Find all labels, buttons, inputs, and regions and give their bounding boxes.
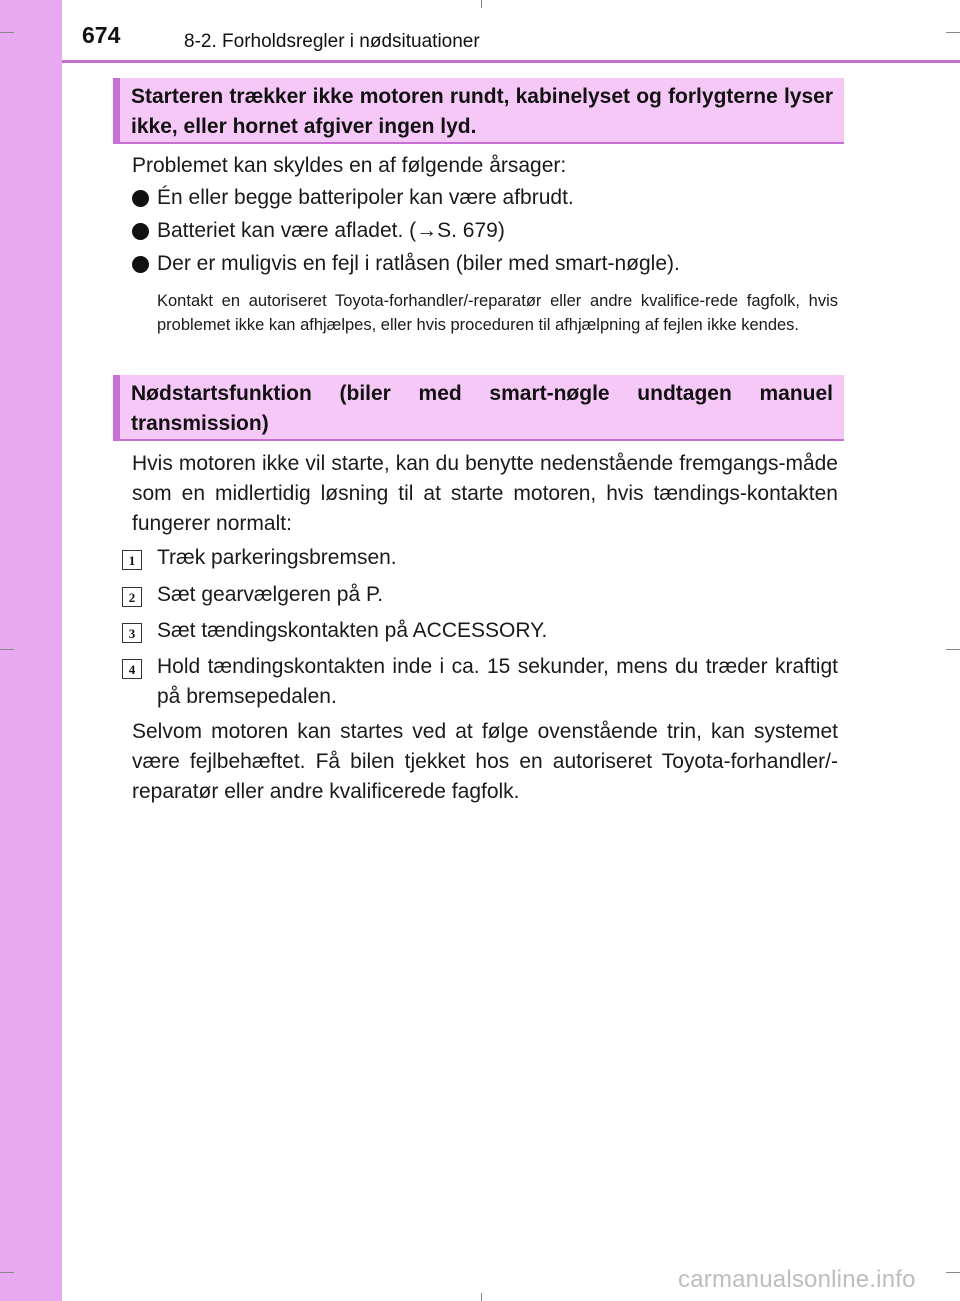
step-item — [122, 543, 838, 573]
crop-mark — [481, 1293, 482, 1301]
step-item — [122, 652, 838, 712]
step-item — [122, 616, 838, 646]
header-rule — [62, 60, 960, 63]
step-number-badge: 2 — [122, 587, 142, 607]
closing-paragraph: Selvom motoren kan startes ved at følge ovenstående trin, kan systemet være fejlbehæftet. Få bilen tjekket hos en autoriseret Toyota-forhandler/-reparatør eller andre kvalificerede fagfolk. — [132, 720, 838, 803]
step-text: Træk parkeringsbremsen. — [157, 546, 397, 569]
section-heading — [113, 375, 844, 441]
bullet-icon — [132, 256, 149, 273]
step-text: Sæt gearvælgeren på P. — [157, 583, 384, 606]
crop-mark — [946, 1272, 960, 1273]
heading-text: Nødstartsfunktion (biler med smart-nøgle undtagen manuel transmission) — [131, 382, 833, 435]
bullet-item — [132, 216, 842, 246]
intro-paragraph: Hvis motoren ikke vil starte, kan du benytte nedenstående fremgangs-måde som en midlertidig løsning til at starte motoren, hvis tændings-kontakten fungerer normalt: — [132, 452, 838, 535]
crop-mark — [0, 649, 14, 650]
crop-mark — [481, 0, 482, 8]
step-number-badge: 4 — [122, 659, 142, 679]
watermark: carmanualsonline.info — [678, 1266, 916, 1293]
intro-paragraph: Problemet kan skyldes en af følgende årsager: — [132, 154, 567, 177]
step-item — [122, 580, 838, 610]
bullet-item — [132, 249, 842, 279]
bullet-icon — [132, 223, 149, 240]
bullet-icon — [132, 190, 149, 207]
heading-text: Starteren trækker ikke motoren rundt, kabinelyset og forlygterne lyser ikke, eller hornet afgiver ingen lyd. — [131, 85, 833, 138]
bullet-text: Én eller begge batteripoler kan være afbrudt. — [157, 186, 574, 209]
step-text: Hold tændingskontakten inde i ca. 15 sekunder, mens du træder kraftigt på bremsepedalen. — [157, 655, 838, 708]
left-margin-band — [0, 0, 62, 1301]
step-number-badge: 3 — [122, 623, 142, 643]
crop-mark — [0, 32, 14, 33]
bullet-item — [132, 183, 842, 213]
step-number-badge: 1 — [122, 550, 142, 570]
bullet-text: Batteriet kan være afladet. (→S. 679) — [157, 219, 505, 242]
step-text: Sæt tændingskontakten på ACCESSORY. — [157, 619, 548, 642]
crop-mark — [946, 649, 960, 650]
crop-mark — [946, 32, 960, 33]
section-heading — [113, 78, 844, 144]
page-number: 674 — [82, 22, 121, 48]
crop-mark — [0, 1272, 14, 1273]
section-title: 8-2. Forholdsregler i nødsituationer — [184, 31, 480, 52]
bullet-text: Der er muligvis en fejl i ratlåsen (biler med smart-nøgle). — [157, 252, 680, 275]
note-paragraph: Kontakt en autoriseret Toyota-forhandler/-reparatør eller andre kvalifice-rede fagfolk, hvis problemet ikke kan afhjælpes, eller hvis proceduren til afhjælpning af fejlen ikke kendes. — [157, 292, 838, 334]
